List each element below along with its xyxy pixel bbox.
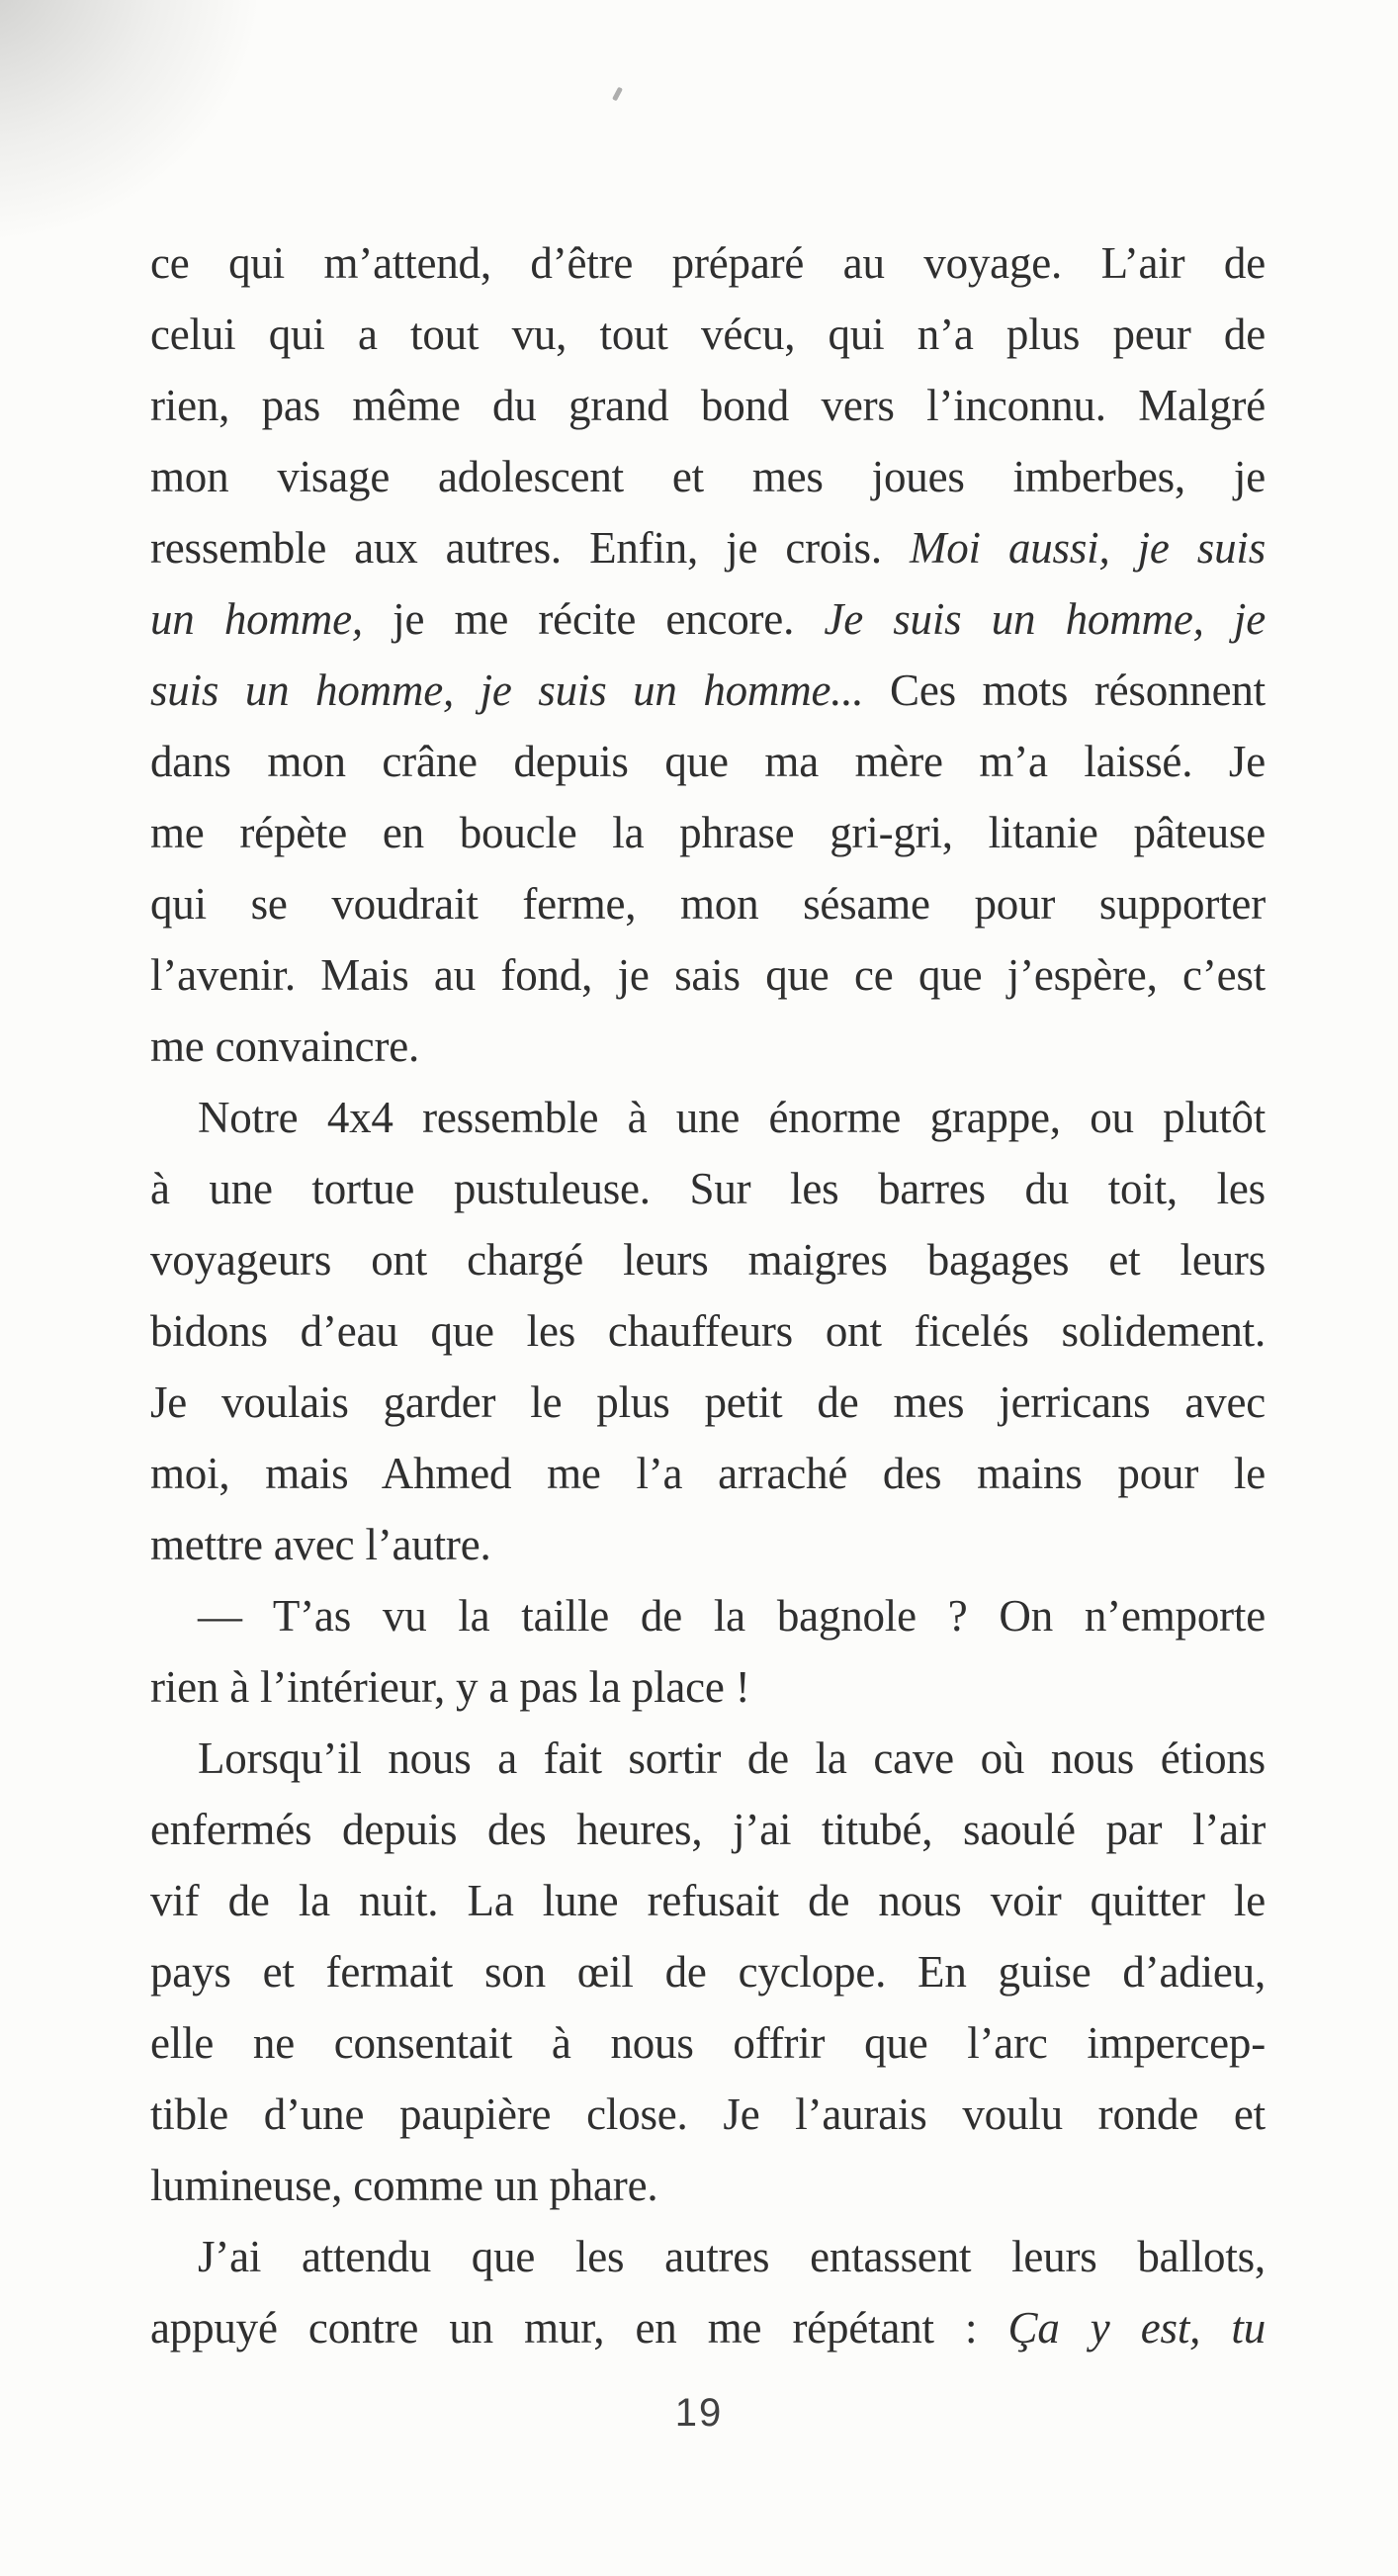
text-segment: voyageurs ont chargé leurs maigres bagages et leurs (150, 1235, 1266, 1285)
text-segment: pays et fermait son œil de cyclope. En guise d’adieu, (150, 1947, 1266, 1997)
text-segment: Je voulais garder le plus petit de mes jerricans avec (150, 1377, 1266, 1427)
text-line (150, 1295, 1266, 1367)
text-line (150, 2221, 1266, 2292)
text-line (150, 1651, 1266, 1723)
text-line (150, 1580, 1266, 1651)
text-segment: Lorsqu’il nous a fait sortir de la cave où nous étions (198, 1733, 1266, 1783)
text-segment: qui se voudrait ferme, mon sésame pour supporter (150, 879, 1266, 929)
text-line (150, 939, 1266, 1011)
scan-corner-shadow (0, 0, 257, 237)
text-segment: ce qui m’attend, d’être préparé au voyage. L’air de (150, 238, 1266, 288)
italic-text-segment: Ça y est, tu (1007, 2303, 1266, 2353)
text-line (150, 868, 1266, 939)
text-segment: mon visage adolescent et mes joues imberbes, je (150, 452, 1266, 501)
italic-text-segment: suis un homme, je suis un homme... (150, 666, 864, 715)
text-line (150, 1011, 1266, 1082)
text-segment: J’ai attendu que les autres entassent leurs ballots, (198, 2232, 1266, 2281)
text-segment: tible d’une paupière close. Je l’aurais voulu ronde et (150, 2089, 1266, 2139)
text-line (150, 1224, 1266, 1295)
text-segment: appuyé contre un mur, en me répétant : (150, 2303, 1008, 2353)
text-line (150, 1936, 1266, 2007)
text-segment: Notre 4x4 ressemble à une énorme grappe, ou plutôt (198, 1093, 1266, 1142)
text-line (150, 1438, 1266, 1509)
text-segment: à une tortue pustuleuse. Sur les barres du toit, les (150, 1164, 1266, 1213)
text-segment: me convaincre. (150, 1022, 420, 1071)
text-segment: ressemble aux autres. Enfin, je crois. (150, 523, 910, 573)
text-segment: mettre avec l’autre. (150, 1520, 491, 1569)
text-segment: dans mon crâne depuis que ma mère m’a laissé. Je (150, 737, 1266, 786)
text-line (150, 2150, 1266, 2221)
text-line (150, 797, 1266, 868)
text-segment: celui qui a tout vu, tout vécu, qui n’a plus peur de (150, 310, 1266, 359)
text-line (150, 1794, 1266, 1865)
text-line (150, 2079, 1266, 2150)
text-line (150, 370, 1266, 441)
text-segment: — T’as vu la taille de la bagnole ? On n’emporte (198, 1591, 1266, 1641)
text-segment: je me récite encore. (362, 594, 825, 644)
text-line (150, 1723, 1266, 1794)
text-line (150, 2292, 1266, 2363)
text-line (150, 1082, 1266, 1153)
text-line (150, 512, 1266, 583)
text-segment: bidons d’eau que les chauffeurs ont ficelés solidement. (150, 1306, 1266, 1356)
page-text (150, 227, 1266, 2363)
text-segment: rien, pas même du grand bond vers l’inconnu. Malgré (150, 381, 1266, 430)
italic-text-segment: un homme, (150, 594, 363, 644)
text-segment: me répète en boucle la phrase gri-gri, litanie pâteuse (150, 808, 1266, 857)
text-line (150, 227, 1266, 299)
text-segment: rien à l’intérieur, y a pas la place ! (150, 1662, 750, 1712)
page-number: 19 (674, 2391, 724, 2435)
text-segment: l’avenir. Mais au fond, je sais que ce que j’espère, c’est (150, 950, 1266, 1000)
text-line (150, 441, 1266, 512)
text-line (150, 1509, 1266, 1580)
text-segment: vif de la nuit. La lune refusait de nous voir quitter le (150, 1876, 1266, 1925)
text-line (150, 299, 1266, 370)
text-segment: lumineuse, comme un phare. (150, 2161, 658, 2210)
text-segment: elle ne consentait à nous offrir que l’arc impercep- (150, 2018, 1266, 2068)
italic-text-segment: Je suis un homme, je (824, 594, 1266, 644)
text-segment: enfermés depuis des heures, j’ai titubé, saoulé par l’air (150, 1805, 1266, 1854)
text-line (150, 1367, 1266, 1438)
text-segment: Ces mots résonnent (863, 666, 1266, 715)
italic-text-segment: Moi aussi, je suis (909, 523, 1266, 573)
text-segment: moi, mais Ahmed me l’a arraché des mains pour le (150, 1449, 1266, 1498)
text-line (150, 1153, 1266, 1224)
text-line (150, 1865, 1266, 1936)
text-line (150, 655, 1266, 726)
scan-speck (612, 87, 623, 102)
text-line (150, 2007, 1266, 2079)
text-line (150, 583, 1266, 655)
text-line (150, 726, 1266, 797)
